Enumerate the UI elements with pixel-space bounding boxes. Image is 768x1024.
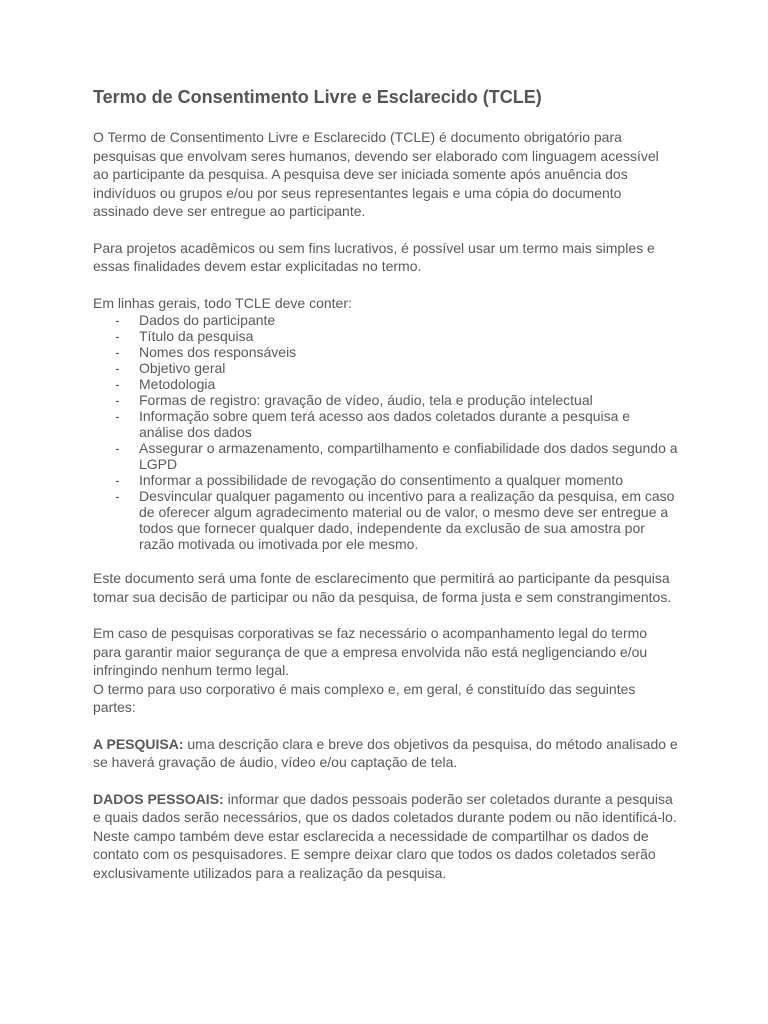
section-label: A PESQUISA: [93,735,184,752]
list-bullet: - [115,488,120,504]
list-item-text: Título da pesquisa [139,328,254,344]
paragraph-academic: Para projetos acadêmicos ou sem fins lucrativos, é possível usar um termo mais simples e essas finalidades devem estar explicitadas no termo. [93,239,655,274]
list-item [93,392,678,408]
list-bullet: - [115,392,120,408]
list-item-text: Formas de registro: gravação de vídeo, áudio, tela e produção intelectual [139,392,593,408]
list-item-text: Metodologia [139,376,216,392]
requirements-list [93,312,678,552]
list-item-text: Nomes dos responsáveis [139,344,297,360]
list-item [93,360,678,376]
section-dados-pessoais [93,790,678,883]
section-text: informar que dados pessoais poderão ser coletados durante a pesquisa e quais dados serão necessários, que os dados coletados durante podem ou não identificá-lo. Neste campo também deve estar esclarecida a necessidade de compartilhar os dados de contato com os pesquisadores. E sempre deixar claro que todos os dados coletados serão exclusivamente utilizados para a realização da pesquisa. [93,790,677,881]
list-item [93,440,678,472]
list-bullet: - [115,376,120,392]
list-bullet: - [115,344,120,360]
list-item-text: Informar a possibilidade de revogação do consentimento a qualquer momento [139,472,624,488]
list-item-text: Objetivo geral [139,360,226,376]
list-item [93,408,678,440]
paragraph-list-intro: Em linhas gerais, todo TCLE deve conter: [93,294,352,311]
list-item [93,344,678,360]
list-item-text: Informação sobre quem terá acesso aos dados coletados durante a pesquisa e análise dos dados [139,408,631,440]
document-page [93,86,678,900]
paragraph-intro: O Termo de Consentimento Livre e Esclarecido (TCLE) é documento obrigatório para pesquisas que envolvam seres humanos, devendo ser elaborado com linguagem acessível ao participante da pesquisa. A pesquisa deve ser iniciada somente após anuência dos indivíduos ou grupos e/ou por seus representantes legais e uma cópia do documento assinado deve ser entregue ao participante. [93,129,659,219]
list-item [93,472,678,488]
section-label: DADOS PESSOAIS: [93,790,224,807]
section-text: uma descrição clara e breve dos objetivos da pesquisa, do método analisado e se haverá gravação de áudio, vídeo e/ou captação de tela. [93,735,678,770]
section-pesquisa [93,735,678,772]
paragraph-corporate: Em caso de pesquisas corporativas se faz necessário o acompanhamento legal do termo para garantir maior segurança de que a empresa envolvida não está negligenciando e/ou infringindo nenhum termo legal. [93,625,648,678]
paragraph-clarification: Este documento será uma fonte de esclarecimento que permitirá ao participante da pesquisa tomar sua decisão de participar ou não da pesquisa, de forma justa e sem constrangimentos. [93,570,672,605]
list-item [93,488,678,552]
list-item [93,312,678,328]
document-title: Termo de Consentimento Livre e Esclarecido (TCLE) [93,87,542,107]
list-item-text: Dados do participante [139,312,276,328]
list-bullet: - [115,312,120,328]
list-bullet: - [115,360,120,376]
list-bullet: - [115,472,120,488]
list-item [93,328,678,344]
list-item [93,376,678,392]
list-item-text: Desvincular qualquer pagamento ou incentivo para a realização da pesquisa, em caso de oferecer algum agradecimento material ou de valor, o mesmo deve ser entregue a todos que fornecer qualquer dado, independente da exclusão de sua amostra por razão motivada ou imotivada por ele mesmo. [139,488,675,552]
list-bullet: - [115,440,120,456]
list-bullet: - [115,408,120,424]
list-item-text: Assegurar o armazenamento, compartilhamento e confiabilidade dos dados segundo a LGPD [139,440,678,472]
list-bullet: - [115,328,120,344]
paragraph-corporate-parts: O termo para uso corporativo é mais complexo e, em geral, é constituído das seguintes partes: [93,680,636,715]
